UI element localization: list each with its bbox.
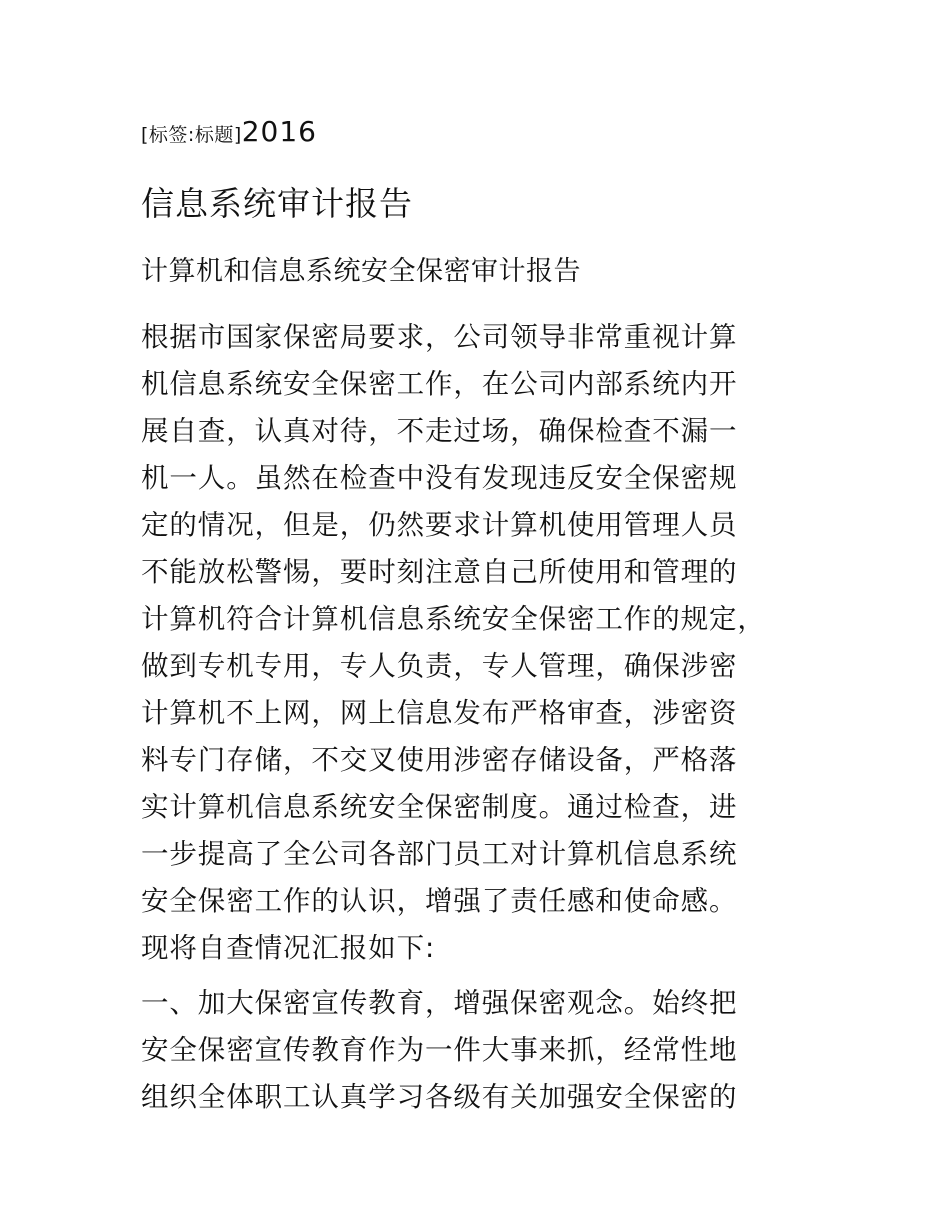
paragraph-line: 一步提高了全公司各部门员工对计算机信息系统: [141, 838, 738, 870]
document-title: 信息系统审计报告: [141, 184, 413, 223]
document-subtitle: 计算机和信息系统安全保密审计报告: [141, 256, 581, 287]
paragraph-line: 定的情况，但是，仍然要求计算机使用管理人员: [141, 509, 738, 541]
paragraph-line: 展自查，认真对待，不走过场，确保检查不漏一: [141, 415, 738, 447]
paragraph-line: 组织全体职工认真学习各级有关加强安全保密的: [141, 1081, 738, 1113]
paragraph-line: 计算机符合计算机信息系统安全保密工作的规定，: [141, 603, 766, 635]
paragraph-line: 根据市国家保密局要求，公司领导非常重视计算: [141, 321, 738, 353]
paragraph-line: 安全保密工作的认识，增强了责任感和使命感。: [141, 885, 738, 917]
tag-year: 2016: [241, 115, 317, 148]
tag-line: [141, 114, 317, 154]
paragraph-line: 机一人。虽然在检查中没有发现违反安全保密规: [141, 462, 738, 494]
paragraph-line: 机信息系统安全保密工作，在公司内部系统内开: [141, 368, 738, 400]
paragraph-intro: [141, 314, 766, 972]
paragraph-section-one: [141, 980, 737, 1121]
paragraph-line: 一、加大保密宣传教育，增强保密观念。始终把: [141, 987, 738, 1019]
paragraph-line: 料专门存储，不交叉使用涉密存储设备，严格落: [141, 744, 738, 776]
paragraph-line: 现将自查情况汇报如下:: [141, 932, 436, 964]
tag-prefix: [标签:标题]: [141, 124, 242, 146]
paragraph-line: 计算机不上网，网上信息发布严格审查，涉密资: [141, 697, 738, 729]
paragraph-line: 实计算机信息系统安全保密制度。通过检查，进: [141, 791, 738, 823]
paragraph-line: 做到专机专用，专人负责，专人管理，确保涉密: [141, 650, 738, 682]
paragraph-line: 安全保密宣传教育作为一件大事来抓，经常性地: [141, 1034, 738, 1066]
paragraph-line: 不能放松警惕，要时刻注意自己所使用和管理的: [141, 556, 738, 588]
